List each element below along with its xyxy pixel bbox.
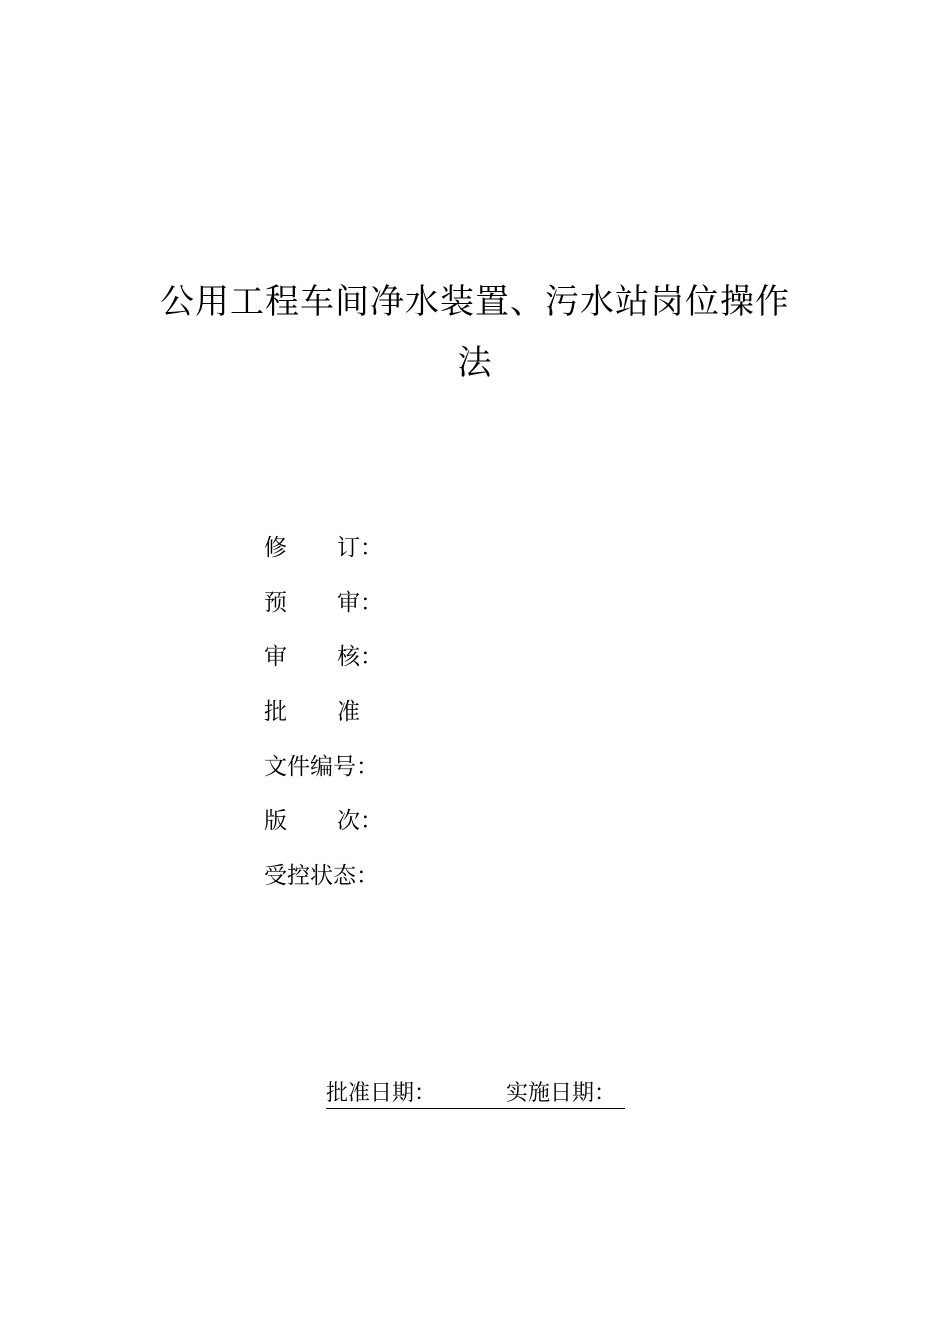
revise-label-char-1: 修 <box>264 535 287 561</box>
approve-label-char-1: 批 <box>264 699 287 725</box>
approval-date-label: 批准日期： <box>326 1081 437 1106</box>
review-label-char-2: 核： <box>337 644 383 670</box>
document-title-line-2: 法 <box>457 343 493 383</box>
approve-label-char-2: 准 <box>337 699 360 725</box>
dates-line <box>326 1080 625 1109</box>
control-status-label: 受控状态： <box>264 863 379 889</box>
edition-label-char-2: 次： <box>337 808 383 834</box>
review-label-char-1: 审 <box>264 644 287 670</box>
revise-label-char-2: 订： <box>337 535 383 561</box>
prereview-label-char-2: 审： <box>337 590 383 616</box>
effective-date-label: 实施日期： <box>506 1081 617 1106</box>
edition-label-char-1: 版 <box>264 808 287 834</box>
document-title-line-1: 公用工程车间净水装置、污水站岗位操作 <box>160 282 790 322</box>
prereview-label-char-1: 预 <box>264 590 287 616</box>
document-number-label: 文件编号： <box>264 754 379 780</box>
